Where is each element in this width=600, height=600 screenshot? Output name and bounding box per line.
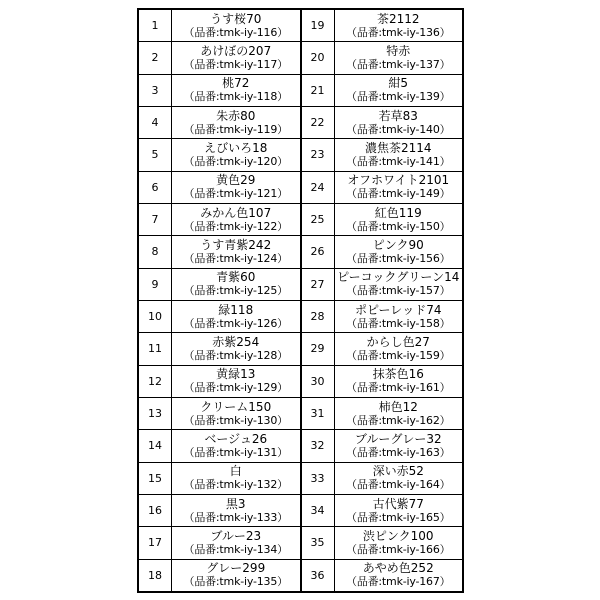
color-entry: [172, 236, 300, 267]
product-code: （品番:tmk-iy-137）: [346, 57, 451, 71]
product-code: （品番:tmk-iy-116）: [183, 25, 288, 39]
row-number: 18: [139, 560, 172, 591]
row-number: 19: [302, 10, 335, 41]
table-row: [139, 106, 300, 138]
product-code: （品番:tmk-iy-130）: [183, 413, 288, 427]
row-number: 4: [139, 107, 172, 138]
product-code: （品番:tmk-iy-158）: [346, 316, 451, 330]
row-number: 25: [302, 204, 335, 235]
color-name: ピーコックグリーン14: [337, 270, 460, 285]
color-name: 紅色119: [374, 205, 422, 220]
product-code: （品番:tmk-iy-125）: [183, 284, 288, 298]
row-number: 13: [139, 398, 172, 429]
product-code: （品番:tmk-iy-122）: [183, 219, 288, 233]
color-entry: [335, 301, 463, 332]
row-number: 12: [139, 366, 172, 397]
row-number: 26: [302, 236, 335, 267]
color-name: ブルーグレー32: [354, 431, 442, 446]
color-entry: [335, 75, 463, 106]
color-name: ベージュ26: [204, 431, 268, 446]
color-entry: [172, 333, 300, 364]
table-row: [302, 365, 463, 397]
color-name: ブルー23: [210, 528, 262, 543]
color-entry: [172, 10, 300, 41]
product-code: （品番:tmk-iy-129）: [183, 381, 288, 395]
row-number: 35: [302, 527, 335, 558]
product-code: （品番:tmk-iy-165）: [346, 510, 451, 524]
color-entry: [335, 495, 463, 526]
color-name: 紺5: [388, 76, 409, 91]
color-entry: [335, 333, 463, 364]
color-entry: [335, 463, 463, 494]
color-entry: [335, 42, 463, 73]
color-entry: [335, 560, 463, 591]
product-code: （品番:tmk-iy-124）: [183, 251, 288, 265]
table-row: [302, 268, 463, 300]
left-column: [139, 8, 300, 591]
product-code: （品番:tmk-iy-128）: [183, 348, 288, 362]
table-row: [302, 494, 463, 526]
color-entry: [172, 75, 300, 106]
table-row: [139, 74, 300, 106]
product-code: （品番:tmk-iy-166）: [346, 542, 451, 556]
table-row: [139, 429, 300, 461]
product-code: （品番:tmk-iy-117）: [183, 57, 288, 71]
color-name: 特赤: [386, 43, 411, 58]
color-entry: [335, 269, 463, 300]
product-code: （品番:tmk-iy-164）: [346, 478, 451, 492]
table-row: [302, 10, 463, 41]
table-row: [139, 203, 300, 235]
color-entry: [172, 301, 300, 332]
color-name: 古代紫77: [372, 496, 424, 511]
color-name: 渋ピンク100: [362, 528, 434, 543]
row-number: 11: [139, 333, 172, 364]
table-row: [302, 74, 463, 106]
color-name: グレー299: [206, 561, 266, 576]
table-row: [302, 397, 463, 429]
color-name: あやめ色252: [362, 561, 434, 576]
product-code: （品番:tmk-iy-161）: [346, 381, 451, 395]
right-column: [300, 8, 463, 591]
color-name: みかん色107: [200, 205, 272, 220]
color-entry: [172, 269, 300, 300]
row-number: 23: [302, 139, 335, 170]
table-row: [302, 429, 463, 461]
table-row: [302, 462, 463, 494]
color-name: 黄色29: [216, 173, 256, 188]
color-entry: [172, 560, 300, 591]
color-entry: [172, 107, 300, 138]
product-code: （品番:tmk-iy-150）: [346, 219, 451, 233]
color-entry: [335, 398, 463, 429]
row-number: 36: [302, 560, 335, 591]
product-code: （品番:tmk-iy-131）: [183, 445, 288, 459]
table-row: [139, 365, 300, 397]
color-list-table: [137, 8, 464, 593]
product-code: （品番:tmk-iy-156）: [346, 251, 451, 265]
product-code: （品番:tmk-iy-167）: [346, 575, 451, 589]
table-row: [302, 300, 463, 332]
color-name: 濃焦茶2114: [364, 140, 432, 155]
color-entry: [172, 463, 300, 494]
color-name: からし色27: [366, 334, 430, 349]
color-entry: [335, 430, 463, 461]
product-code: （品番:tmk-iy-119）: [183, 122, 288, 136]
table-row: [139, 494, 300, 526]
table-row: [139, 559, 300, 591]
color-entry: [172, 139, 300, 170]
table-row: [302, 41, 463, 73]
product-code: （品番:tmk-iy-139）: [346, 90, 451, 104]
color-entry: [172, 204, 300, 235]
row-number: 33: [302, 463, 335, 494]
color-name: うす桜70: [210, 11, 262, 26]
row-number: 14: [139, 430, 172, 461]
table-row: [139, 41, 300, 73]
table-row: [302, 203, 463, 235]
color-name: 抹茶色16: [372, 367, 424, 382]
row-number: 22: [302, 107, 335, 138]
color-name: 赤紫254: [212, 334, 260, 349]
product-code: （品番:tmk-iy-162）: [346, 413, 451, 427]
row-number: 32: [302, 430, 335, 461]
table-row: [139, 332, 300, 364]
color-name: クリーム150: [200, 399, 272, 414]
color-name: 白: [229, 464, 242, 479]
color-name: 桃72: [222, 76, 250, 91]
product-code: （品番:tmk-iy-136）: [346, 25, 451, 39]
row-number: 21: [302, 75, 335, 106]
row-number: 8: [139, 236, 172, 267]
color-name: 深い赤52: [372, 464, 424, 479]
product-code: （品番:tmk-iy-132）: [183, 478, 288, 492]
product-code: （品番:tmk-iy-133）: [183, 510, 288, 524]
table-row: [302, 235, 463, 267]
row-number: 7: [139, 204, 172, 235]
product-code: （品番:tmk-iy-126）: [183, 316, 288, 330]
color-entry: [335, 366, 463, 397]
row-number: 31: [302, 398, 335, 429]
row-number: 30: [302, 366, 335, 397]
color-entry: [172, 495, 300, 526]
product-code: （品番:tmk-iy-159）: [346, 348, 451, 362]
color-entry: [172, 398, 300, 429]
color-name: えびいろ18: [204, 140, 268, 155]
row-number: 9: [139, 269, 172, 300]
color-name: 青紫60: [216, 270, 256, 285]
row-number: 28: [302, 301, 335, 332]
table-row: [302, 106, 463, 138]
table-row: [302, 559, 463, 591]
color-name: オフホワイト2101: [347, 173, 450, 188]
color-entry: [335, 527, 463, 558]
row-number: 5: [139, 139, 172, 170]
product-code: （品番:tmk-iy-134）: [183, 542, 288, 556]
color-name: 柿色12: [378, 399, 418, 414]
color-entry: [335, 204, 463, 235]
product-code: （品番:tmk-iy-149）: [346, 187, 451, 201]
table-row: [139, 526, 300, 558]
color-name: うす青紫242: [200, 237, 272, 252]
table-row: [139, 462, 300, 494]
color-name: ポピーレッド74: [355, 302, 442, 317]
color-entry: [335, 139, 463, 170]
row-number: 6: [139, 172, 172, 203]
color-entry: [172, 430, 300, 461]
product-code: （品番:tmk-iy-163）: [346, 445, 451, 459]
color-entry: [172, 527, 300, 558]
table-row: [139, 10, 300, 41]
table-row: [139, 300, 300, 332]
product-code: （品番:tmk-iy-157）: [346, 284, 451, 298]
row-number: 15: [139, 463, 172, 494]
table-row: [139, 171, 300, 203]
row-number: 2: [139, 42, 172, 73]
table-row: [302, 526, 463, 558]
table-row: [139, 235, 300, 267]
table-row: [302, 171, 463, 203]
table-row: [139, 138, 300, 170]
row-number: 10: [139, 301, 172, 332]
color-entry: [172, 366, 300, 397]
color-entry: [335, 236, 463, 267]
row-number: 34: [302, 495, 335, 526]
color-entry: [172, 172, 300, 203]
color-name: 黒3: [225, 496, 246, 511]
color-name: ピンク90: [372, 237, 424, 252]
color-name: 茶2112: [376, 11, 420, 26]
color-name: 黄緑13: [216, 367, 256, 382]
row-number: 3: [139, 75, 172, 106]
product-code: （品番:tmk-iy-120）: [183, 154, 288, 168]
color-name: 朱赤80: [216, 108, 256, 123]
row-number: 16: [139, 495, 172, 526]
color-name: 若草83: [378, 108, 418, 123]
product-code: （品番:tmk-iy-140）: [346, 122, 451, 136]
table-row: [302, 138, 463, 170]
table-row: [139, 397, 300, 429]
color-entry: [335, 10, 463, 41]
product-code: （品番:tmk-iy-141）: [346, 154, 451, 168]
row-number: 20: [302, 42, 335, 73]
row-number: 29: [302, 333, 335, 364]
row-number: 1: [139, 10, 172, 41]
row-number: 17: [139, 527, 172, 558]
product-code: （品番:tmk-iy-121）: [183, 187, 288, 201]
color-entry: [335, 172, 463, 203]
color-entry: [335, 107, 463, 138]
table-row: [302, 332, 463, 364]
product-code: （品番:tmk-iy-118）: [183, 90, 288, 104]
color-entry: [172, 42, 300, 73]
row-number: 27: [302, 269, 335, 300]
product-code: （品番:tmk-iy-135）: [183, 575, 288, 589]
table-row: [139, 268, 300, 300]
row-number: 24: [302, 172, 335, 203]
color-name: 緑118: [218, 302, 254, 317]
color-name: あけぼの207: [200, 43, 272, 58]
